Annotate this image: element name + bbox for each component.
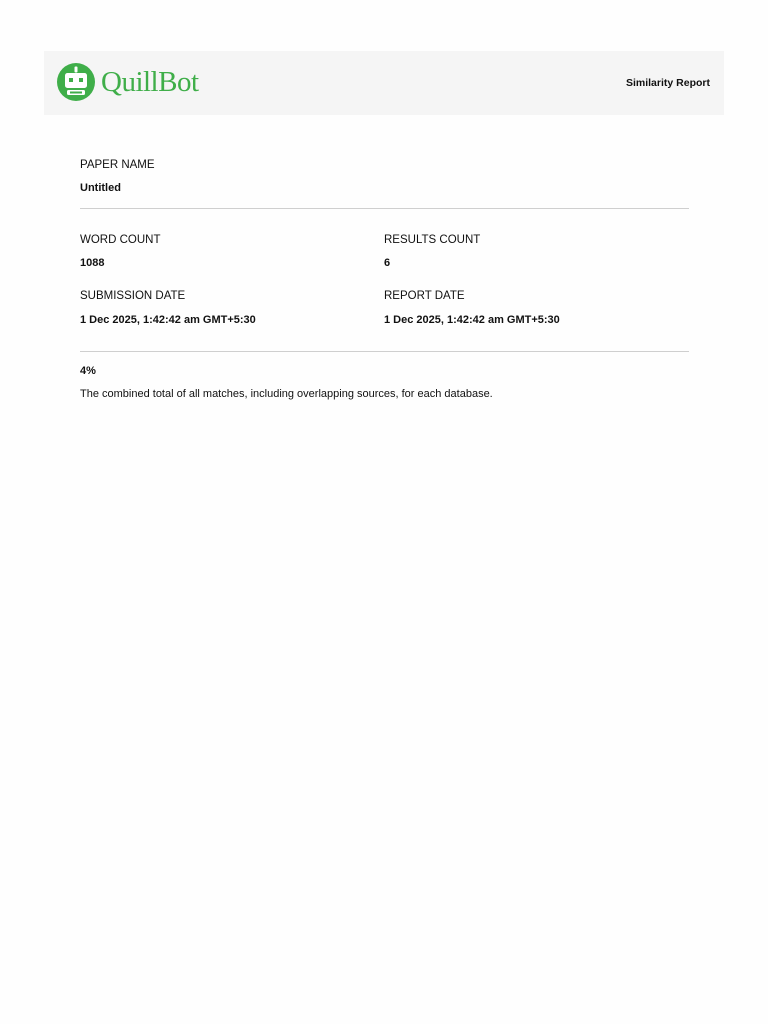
submission-date-value: 1 Dec 2025, 1:42:42 am GMT+5:30	[80, 314, 256, 326]
divider	[80, 208, 689, 209]
similarity-description: The combined total of all matches, including overlapping sources, for each database.	[80, 388, 493, 400]
paper-name-value: Untitled	[80, 182, 121, 194]
paper-name-label: PAPER NAME	[80, 159, 155, 171]
results-count-label: RESULTS COUNT	[384, 234, 481, 246]
submission-date-label: SUBMISSION DATE	[80, 290, 186, 302]
divider	[80, 351, 689, 352]
brand-wordmark: QuillBot	[101, 66, 199, 98]
report-type-label: Similarity Report	[625, 77, 710, 89]
report-date-value: 1 Dec 2025, 1:42:42 am GMT+5:30	[384, 314, 560, 326]
quillbot-robot-icon	[56, 62, 96, 102]
results-count-value: 6	[384, 257, 391, 269]
similarity-percentage: 4%	[80, 365, 96, 377]
word-count-value: 1088	[80, 257, 105, 269]
report-date-label: REPORT DATE	[384, 290, 465, 302]
word-count-label: WORD COUNT	[80, 234, 161, 246]
brand-logo	[56, 62, 199, 102]
report-header	[44, 51, 724, 115]
